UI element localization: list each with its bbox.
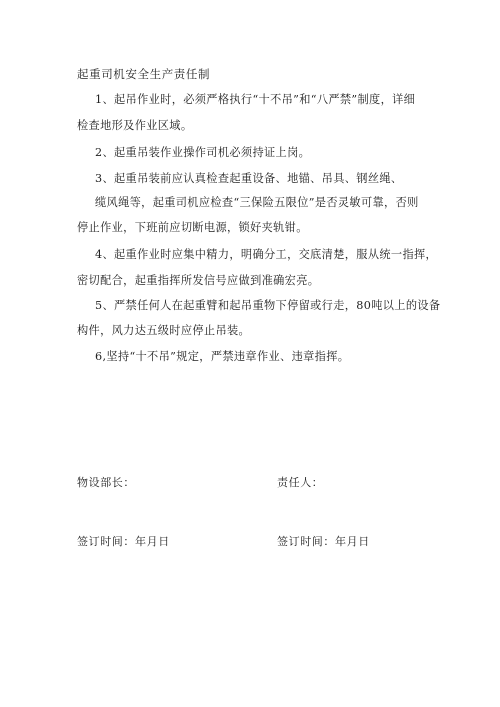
item-5-line-1: 5、严禁任何人在起重臂和起吊重物下停留或行走，80吨以上的设备 xyxy=(95,299,441,312)
item-6-line-1: 6,坚持“十不吊”规定，严禁违章作业、违章指挥。 xyxy=(95,350,350,363)
signature-right-date: 签订时间：年月日 xyxy=(277,535,370,548)
item-4-line-2: 密切配合，起重指挥所发信号应做到准确宏亮。 xyxy=(77,274,320,287)
signature-left-role: 物设部长： xyxy=(77,476,135,489)
item-5-line-2: 构件，风力达五级时应停止吊装。 xyxy=(77,324,251,337)
item-4-line-1: 4、起重作业时应集中精力，明确分工，交底清楚，服从统一指挥， xyxy=(95,248,438,261)
item-2-line-1: 2、起重吊装作业操作司机必须持证上岗。 xyxy=(95,146,311,159)
signature-right-role: 责任人： xyxy=(277,476,324,489)
item-3-line-1: 3、起重吊装前应认真检查起重设备、地锚、吊具、钢丝绳、 xyxy=(95,172,403,185)
item-1-line-1: 1、起吊作业时，必须严格执行“十不吊”和“八严禁”制度，详细 xyxy=(95,93,416,106)
document-title: 起重司机安全生产责任制 xyxy=(77,67,211,81)
signature-left-date: 签订时间：年月日 xyxy=(77,535,170,548)
item-3-line-3: 停止作业，下班前应切断电源，锁好夹轨钳。 xyxy=(77,221,308,234)
item-1-line-2: 检查地形及作业区域。 xyxy=(77,119,193,132)
item-3-line-2: 缆风绳等，起重司机应检查“三保险五限位”是否灵敏可靠，否则 xyxy=(95,196,419,209)
